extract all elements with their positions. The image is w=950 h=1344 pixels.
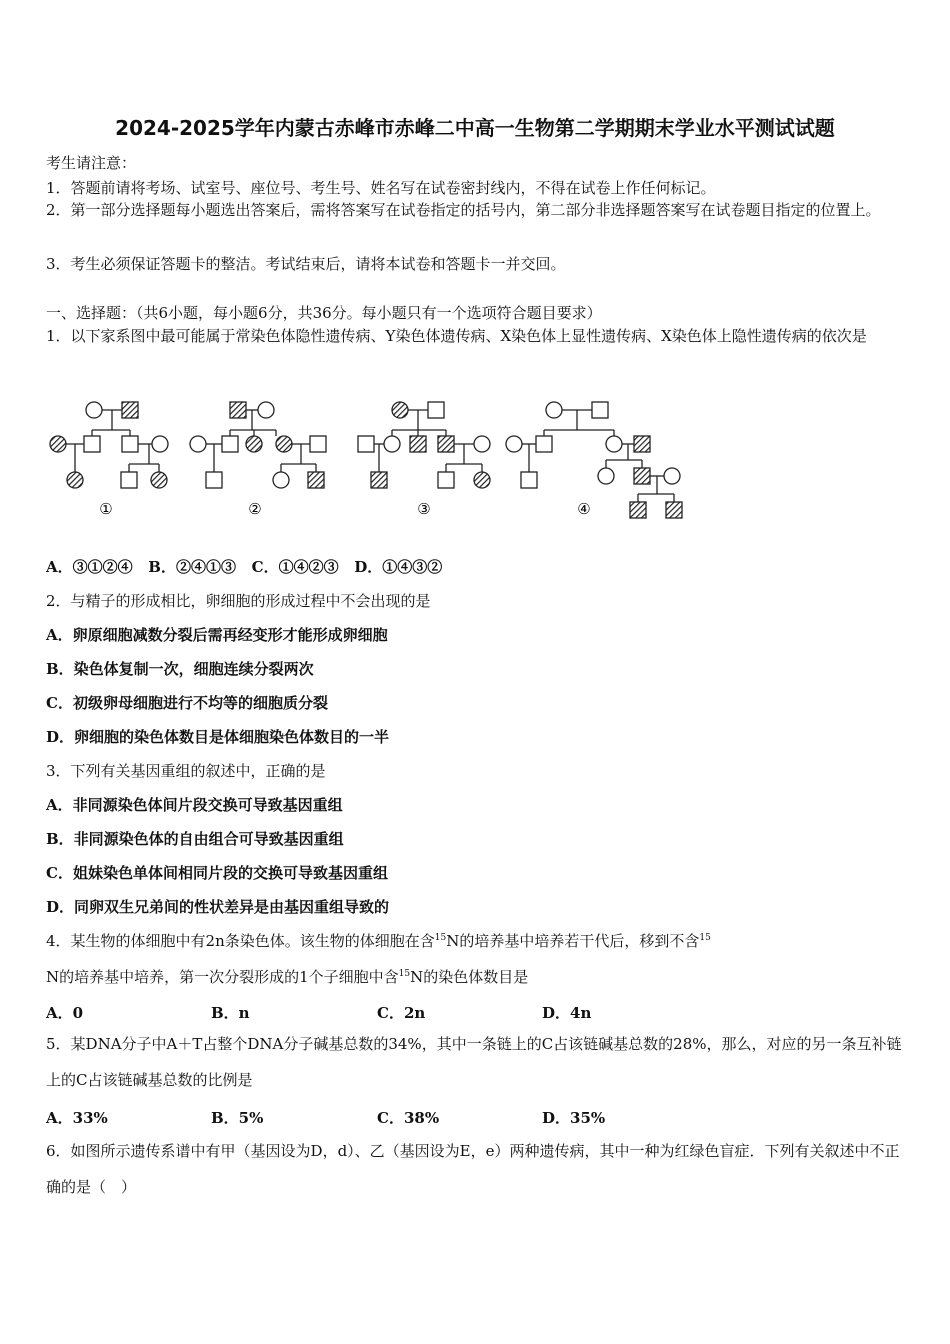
fig-label-4: ④ (577, 500, 591, 518)
pedigree-4 (506, 402, 682, 518)
section-heading: 一、选择题：（共6小题，每小题6分，共36分。每小题只有一个选项符合题目要求） (46, 304, 602, 322)
q3-stem: 3．下列有关基因重组的叙述中，正确的是 (46, 762, 326, 780)
q1-options: A．③①②④ B．②④①③ C．①④②③ D．①④③② (46, 558, 443, 576)
q4-option-a: A．0 (46, 1004, 84, 1022)
q5-option-a: A．33% (46, 1109, 108, 1127)
q3-option-a: A．非同源染色体间片段交换可导致基因重组 (46, 796, 343, 814)
q3-option-c: C．姐妹染色单体间相同片段的交换可导致基因重组 (46, 864, 388, 882)
q4-option-c: C．2n (377, 1004, 426, 1022)
q5-option-c: C．38% (377, 1109, 440, 1127)
notice-item-3: 3．考生必须保证答题卡的整洁。考试结束后，请将本试卷和答题卡一并交回。 (46, 255, 566, 273)
q4-option-b: B．n (211, 1004, 250, 1022)
q2-option-c: C．初级卵母细胞进行不均等的细胞质分裂 (46, 694, 328, 712)
q3-option-b: B．非同源染色体的自由组合可导致基因重组 (46, 830, 344, 848)
q3-option-d: D．同卵双生兄弟间的性状差异是由基因重组导致的 (46, 898, 390, 916)
q2-option-b: B．染色体复制一次，细胞连续分裂两次 (46, 660, 314, 678)
fig-label-2: ② (248, 500, 262, 518)
q4-stem-line2: N的培养基中培养，第一次分裂形成的1个子细胞中含$^{15}$N的染色体数目是 (46, 968, 529, 986)
q6-stem: 6．如图所示遗传系谱中有甲（基因设为D，d）、乙（基因设为E，e）两种遗传病，其中一种为红绿色盲症．下列有关叙述中不正确的是（ ） (46, 1142, 900, 1196)
fig-label-1: ① (99, 500, 113, 518)
q2-option-a: A．卵原细胞减数分裂后需再经变形才能形成卵细胞 (46, 626, 388, 644)
q2-option-d: D．卵细胞的染色体数目是体细胞染色体数目的一半 (46, 728, 390, 746)
q1-stem: 1．以下家系图中最可能属于常染色体隐性遗传病、Y染色体遗传病、X染色体上显性遗传病、X染色体上隐性遗传病的依次是 (46, 327, 867, 345)
pedigree-2 (190, 402, 326, 488)
pedigree-figure (44, 396, 694, 524)
fig-label-3: ③ (417, 500, 431, 518)
q5-option-d: D．35% (542, 1109, 606, 1127)
notice-item-1: 1．答题前请将考场、试室号、座位号、考生号、姓名写在试卷密封线内，不得在试卷上作任何标记。 (46, 179, 716, 197)
pedigree-3 (358, 402, 490, 488)
pedigree-1 (50, 402, 168, 488)
notice-heading: 考生请注意： (46, 154, 137, 172)
q4-stem-line1: 4．某生物的体细胞中有2n条染色体。该生物的体细胞在含$^{15}$N的培养基中培养若干代后，移到不含$^{15}$ (46, 932, 711, 950)
q5-option-b: B．5% (211, 1109, 264, 1127)
page-title: 2024-2025学年内蒙古赤峰市赤峰二中高一生物第二学期期末学业水平测试试题 (115, 116, 835, 140)
notice-item-2: 2．第一部分选择题每小题选出答案后，需将答案写在试卷指定的括号内，第二部分非选择题答案写在试卷题目指定的位置上。 (46, 201, 881, 219)
q5-stem: 5．某DNA分子中A＋T占整个DNA分子碱基总数的34%，其中一条链上的C占该链碱基总数的28%，那么，对应的另一条互补链上的C占该链碱基总数的比例是 (46, 1035, 902, 1089)
q2-stem: 2．与精子的形成相比，卵细胞的形成过程中不会出现的是 (46, 592, 431, 610)
q4-option-d: D．4n (542, 1004, 592, 1022)
